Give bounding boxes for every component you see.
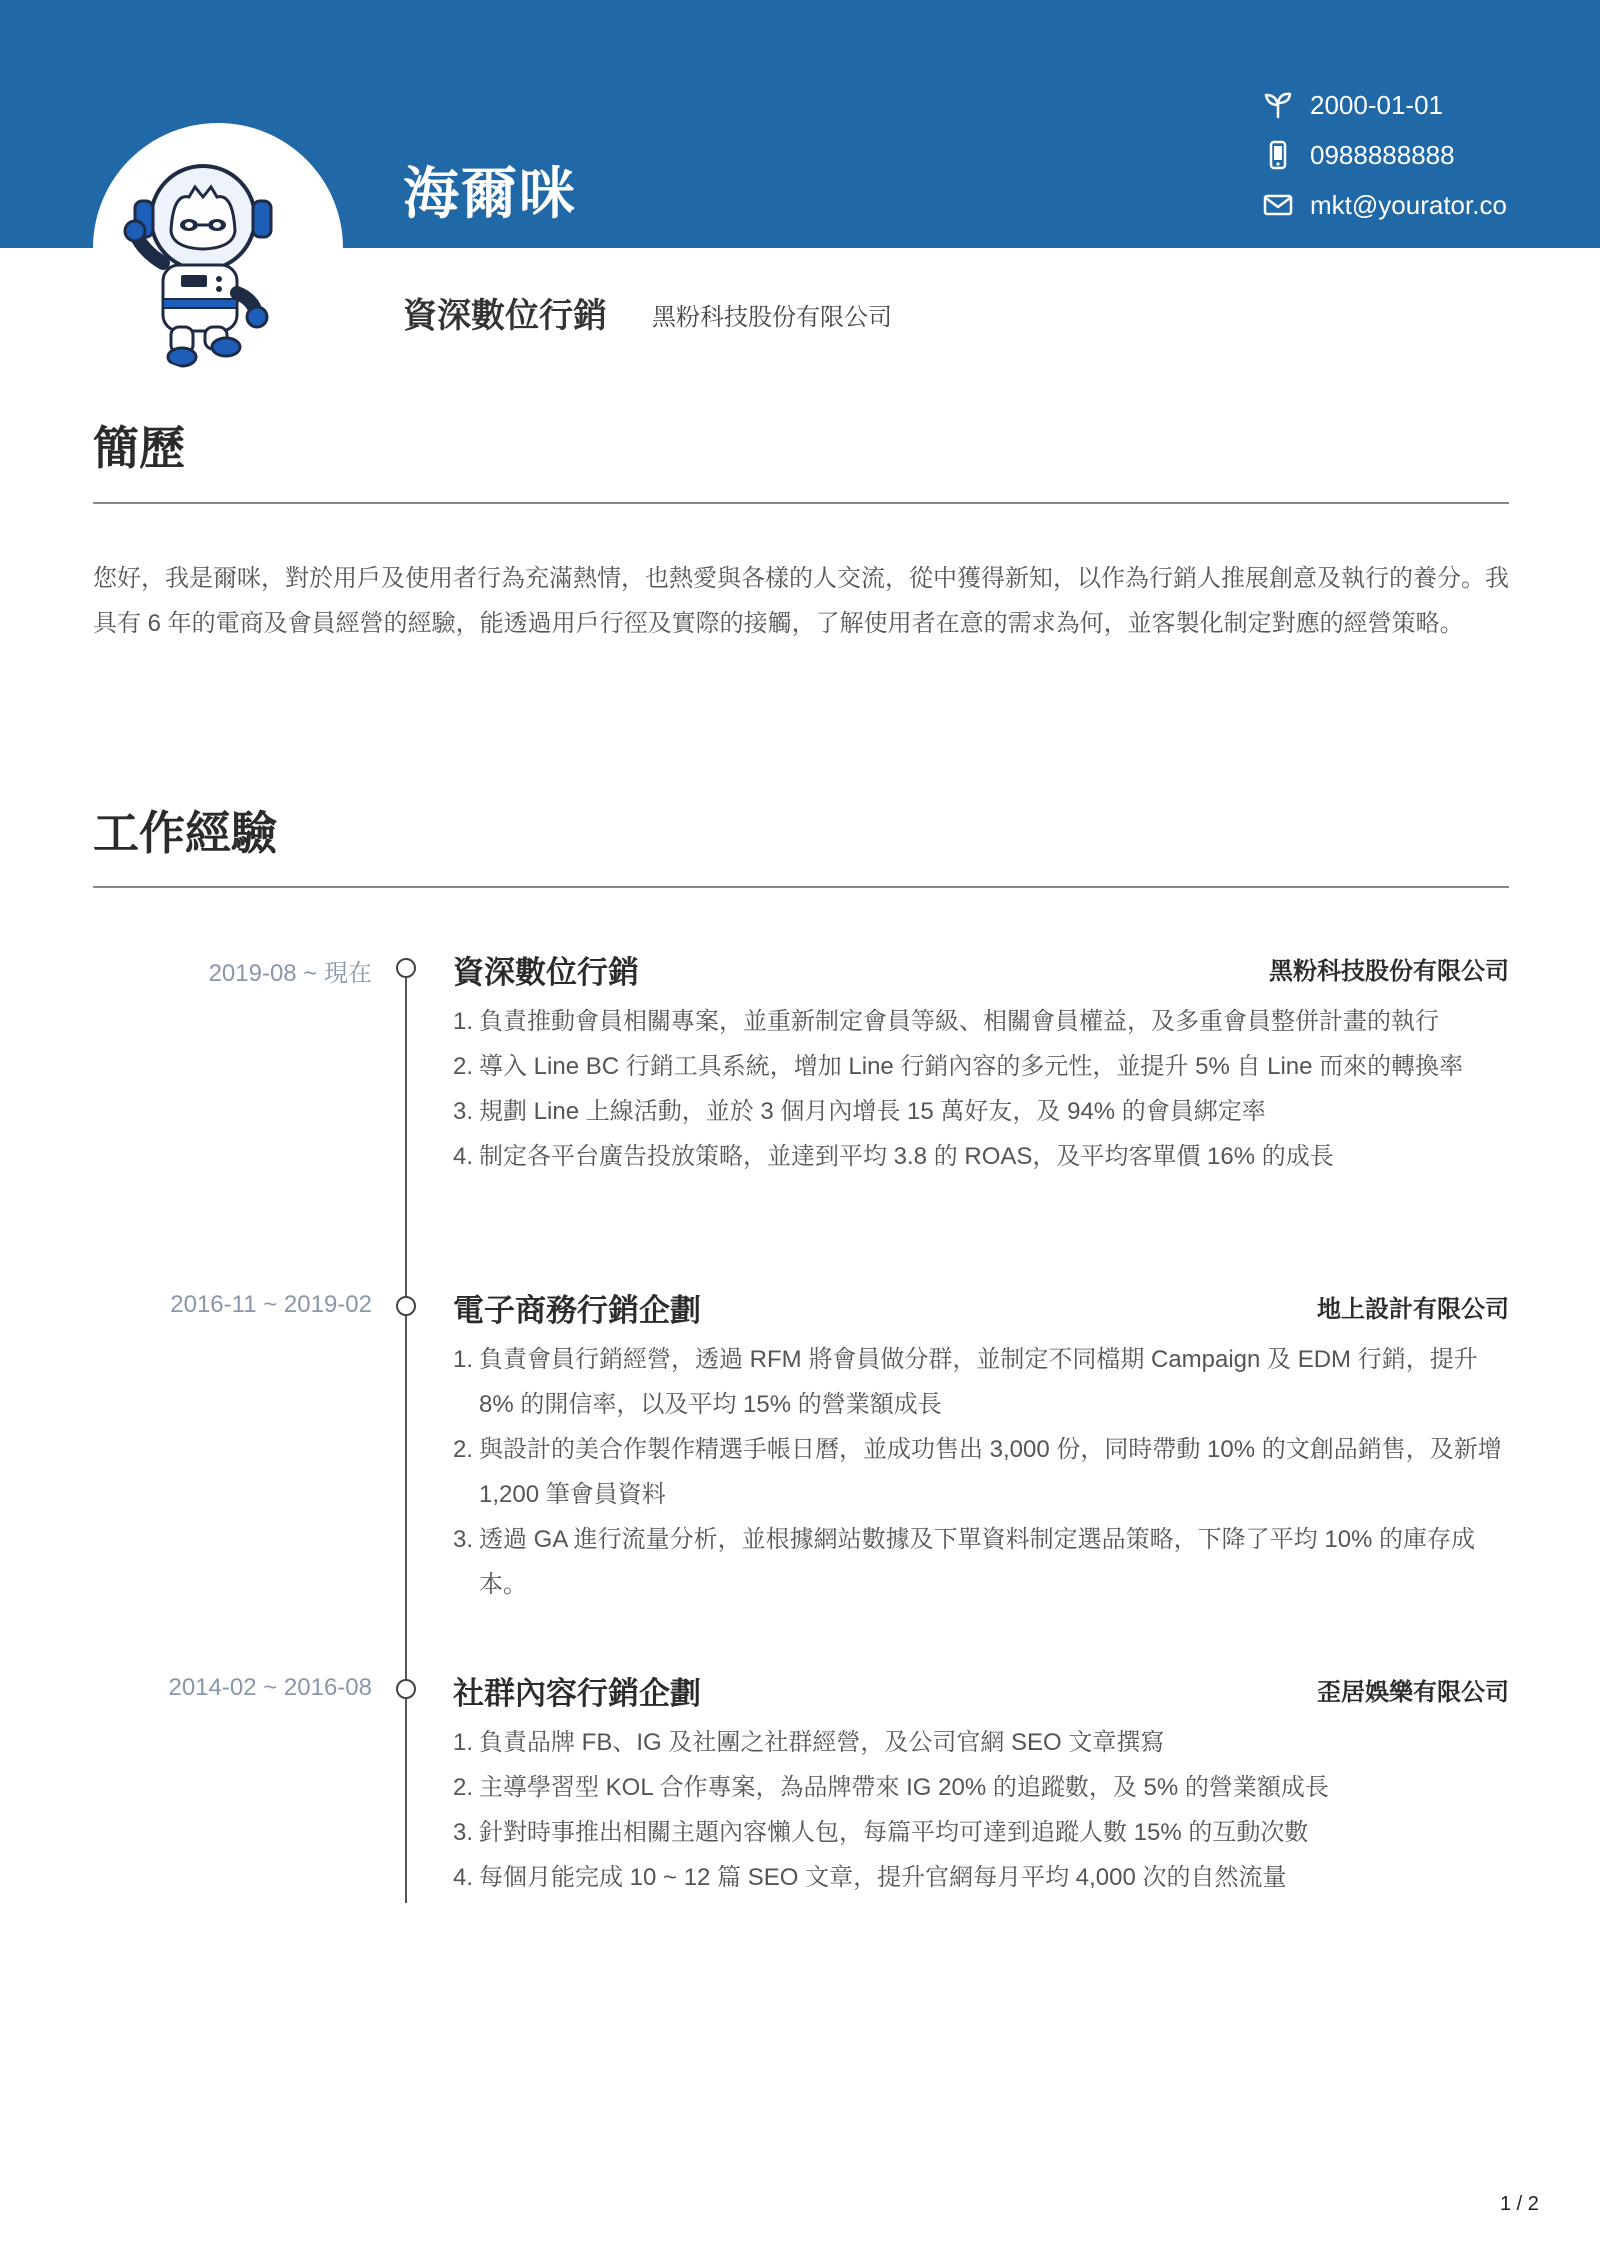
phone-row xyxy=(1262,130,1562,180)
entry-date: 2016-11 ~ 2019-02 xyxy=(170,1291,372,1318)
item-number: 2. xyxy=(453,1053,474,1080)
entry-company: 黑粉科技股份有限公司 xyxy=(1269,958,1509,985)
item-number: 4. xyxy=(453,1864,474,1891)
entry-role: 電子商務行銷企劃 xyxy=(453,1293,701,1328)
current-company: 黑粉科技股份有限公司 xyxy=(652,304,892,331)
item-number: 3. xyxy=(453,1098,474,1125)
item-number: 1. xyxy=(453,1729,474,1756)
item-number: 1. xyxy=(453,1008,474,1035)
entry-achievements xyxy=(453,1720,1503,1900)
item-number: 3. xyxy=(453,1819,474,1846)
entry-company: 歪居娛樂有限公司 xyxy=(1317,1679,1509,1706)
page-number: 1 / 2 xyxy=(1500,2193,1539,2215)
item-text: 負責品牌 FB、IG 及社團之社群經營，及公司官網 SEO 文章撰寫 xyxy=(479,1729,1165,1756)
mail-icon xyxy=(1262,189,1294,221)
item-text: 透過 GA 進行流量分析，並根據網站數據及下單資料制定選品策略，下降了平均 10% 的庫存成本。 xyxy=(479,1526,1476,1598)
birthdate-text: 2000-01-01 xyxy=(1310,89,1443,120)
list-item xyxy=(453,1134,1503,1179)
item-text: 每個月能完成 10 ~ 12 篇 SEO 文章，提升官網每月平均 4,000 次的自然流量 xyxy=(479,1864,1287,1891)
item-number: 3. xyxy=(453,1526,474,1553)
entry-date: 2014-02 ~ 2016-08 xyxy=(168,1674,372,1701)
item-number: 2. xyxy=(453,1774,474,1801)
entry-achievements xyxy=(453,999,1503,1179)
list-item xyxy=(453,1720,1503,1765)
email-text: mkt@yourator.co xyxy=(1310,189,1507,220)
birthdate-row xyxy=(1262,80,1562,130)
item-text: 主導學習型 KOL 合作專案，為品牌帶來 IG 20% 的追蹤數，及 5% 的營業額成長 xyxy=(479,1774,1329,1801)
phone-icon xyxy=(1262,139,1294,171)
item-text: 制定各平台廣告投放策略，並達到平均 3.8 的 ROAS，及平均客單價 16% 的成長 xyxy=(479,1143,1334,1170)
timeline-dot xyxy=(396,958,416,978)
item-number: 4. xyxy=(453,1143,474,1170)
list-item xyxy=(453,1517,1503,1607)
timeline-line xyxy=(405,968,407,1903)
list-item xyxy=(453,1810,1503,1855)
timeline-dot xyxy=(396,1679,416,1699)
entry-company: 地上設計有限公司 xyxy=(1317,1296,1509,1323)
item-text: 導入 Line BC 行銷工具系統，增加 Line 行銷內容的多元性，並提升 5% 自 Line 而來的轉換率 xyxy=(479,1053,1464,1080)
list-item xyxy=(453,1427,1503,1517)
item-text: 負責會員行銷經營，透過 RFM 將會員做分群，並制定不同檔期 Campaign 及 EDM 行銷，提升 8% 的開信率，以及平均 15% 的營業額成長 xyxy=(479,1346,1478,1418)
sprout-icon xyxy=(1262,89,1294,121)
item-text: 針對時事推出相關主題內容懶人包，每篇平均可達到追蹤人數 15% 的互動次數 xyxy=(479,1819,1309,1846)
experience-divider xyxy=(93,886,1509,888)
list-item xyxy=(453,1765,1503,1810)
email-row xyxy=(1262,180,1562,230)
list-item xyxy=(453,999,1503,1044)
list-item xyxy=(453,1855,1503,1900)
item-number: 1. xyxy=(453,1346,474,1373)
entry-achievements xyxy=(453,1337,1503,1607)
item-text: 規劃 Line 上線活動，並於 3 個月內增長 15 萬好友，及 94% 的會員綁定率 xyxy=(479,1098,1266,1125)
summary-divider xyxy=(93,502,1509,504)
summary-text: 您好，我是爾咪，對於用戶及使用者行為充滿熱情，也熱愛與各樣的人交流，從中獲得新知，以作為行銷人推展創意及執行的養分。我具有 6 年的電商及會員經營的經驗，能透過用戶行徑及實際的接觸，了解使用者在意的需求為何，並客製化制定對應的經營策略。 xyxy=(93,565,1509,637)
item-text: 負責推動會員相關專案，並重新制定會員等級、相關會員權益，及多重會員整併計畫的執行 xyxy=(479,1008,1439,1035)
astronaut-cat-illustration xyxy=(93,123,343,373)
phone-text: 0988888888 xyxy=(1310,139,1455,170)
item-number: 2. xyxy=(453,1436,474,1463)
entry-role: 社群內容行銷企劃 xyxy=(453,1676,701,1711)
entry-role: 資深數位行銷 xyxy=(453,955,639,990)
entry-date: 2019-08 ~ 現在 xyxy=(208,960,372,987)
item-text: 與設計的美合作製作精選手帳日曆，並成功售出 3,000 份，同時帶動 10% 的文創品銷售，及新增 1,200 筆會員資料 xyxy=(479,1436,1502,1508)
list-item xyxy=(453,1089,1503,1134)
list-item xyxy=(453,1337,1503,1427)
contact-info xyxy=(1262,80,1562,230)
avatar xyxy=(93,123,343,373)
summary-heading: 簡歷 xyxy=(93,422,185,474)
candidate-name: 海爾咪 xyxy=(403,162,577,225)
timeline-dot xyxy=(396,1296,416,1316)
current-job-title: 資深數位行銷 xyxy=(403,297,607,335)
experience-heading: 工作經驗 xyxy=(93,807,277,859)
list-item xyxy=(453,1044,1503,1089)
